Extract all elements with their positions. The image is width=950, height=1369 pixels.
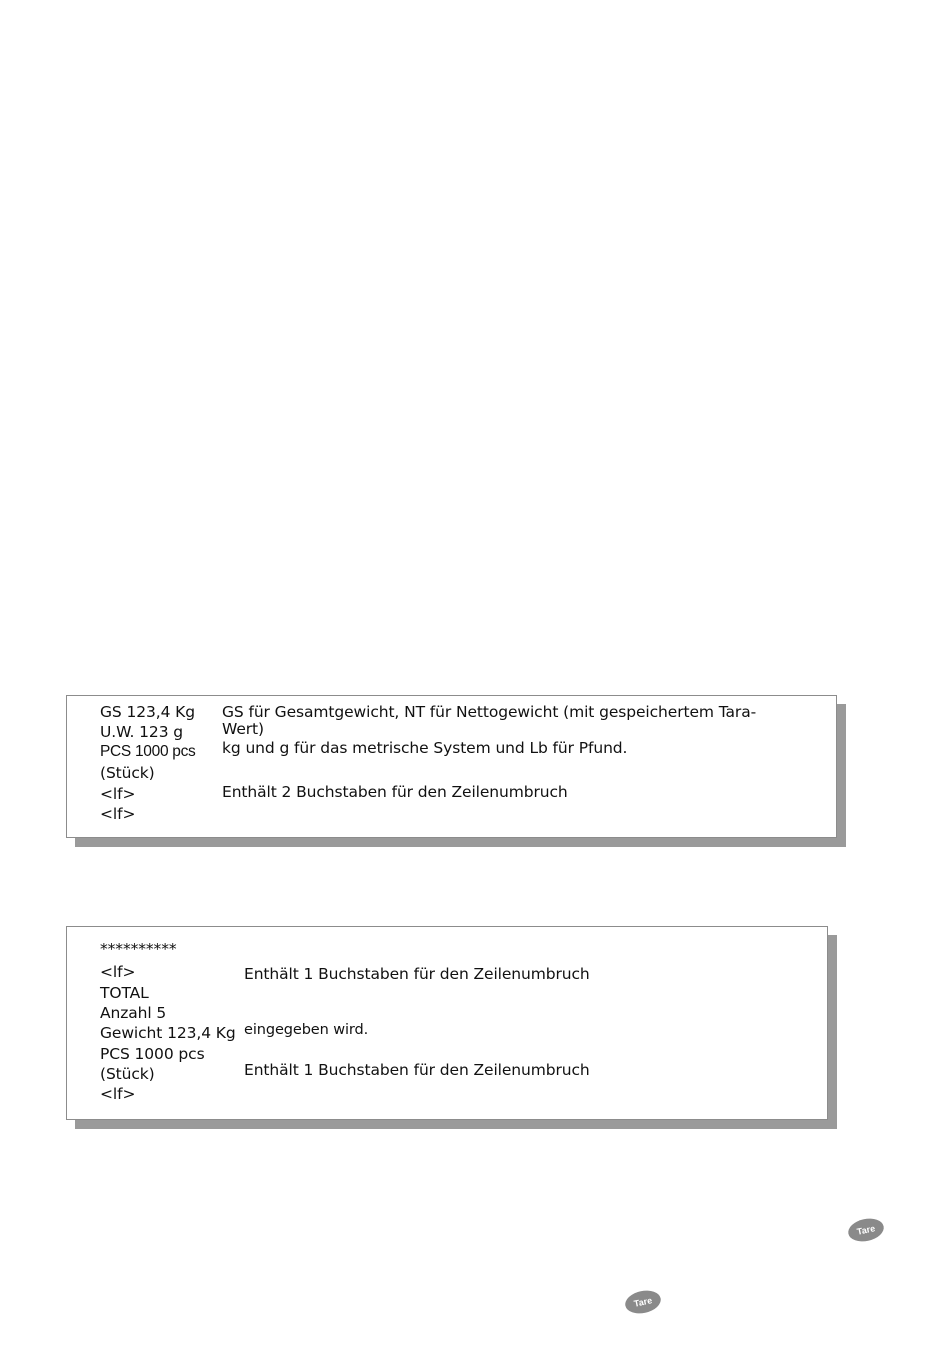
box2-left-line: PCS 1000 pcs — [100, 1045, 205, 1063]
box1-right-line: kg und g für das metrische System und Lb für Pfund. — [222, 739, 628, 757]
box1-left-line: U.W. 123 g — [100, 723, 184, 741]
box2-right-line: Enthält 1 Buchstaben für den Zeilenumbruch — [244, 1061, 590, 1079]
box2-left-line: Gewicht 123,4 Kg — [100, 1024, 236, 1042]
box1-left-line: <lf> — [100, 785, 136, 803]
box2-right-line: Enthält 1 Buchstaben für den Zeilenumbruch — [244, 965, 590, 983]
tare-key-icon: Tare — [846, 1215, 886, 1244]
box1-left-line: GS 123,4 Kg — [100, 703, 195, 721]
box1-right-line: Wert) — [222, 720, 264, 738]
box1-left-line: <lf> — [100, 805, 136, 823]
box1-right-line: Enthält 2 Buchstaben für den Zeilenumbruch — [222, 783, 568, 801]
box1-right-line: GS für Gesamtgewicht, NT für Nettogewicht (mit gespeichertem Tara- — [222, 703, 757, 721]
print-format-box-1 — [66, 695, 837, 838]
box1-left-line: PCS 1000 pcs — [100, 743, 196, 760]
tare-key-icon: Tare — [623, 1287, 663, 1316]
print-format-box-2 — [66, 926, 828, 1120]
box2-left-line: Anzahl 5 — [100, 1004, 167, 1022]
box2-left-line: <lf> — [100, 1085, 136, 1103]
box2-left-line: (Stück) — [100, 1065, 155, 1083]
box2-left-line: TOTAL — [100, 984, 149, 1002]
box2-right-line: eingegeben wird. — [244, 1022, 369, 1038]
box1-left-line: (Stück) — [100, 764, 155, 782]
box2-left-line: ********** — [100, 940, 177, 958]
box2-left-line: <lf> — [100, 963, 136, 981]
